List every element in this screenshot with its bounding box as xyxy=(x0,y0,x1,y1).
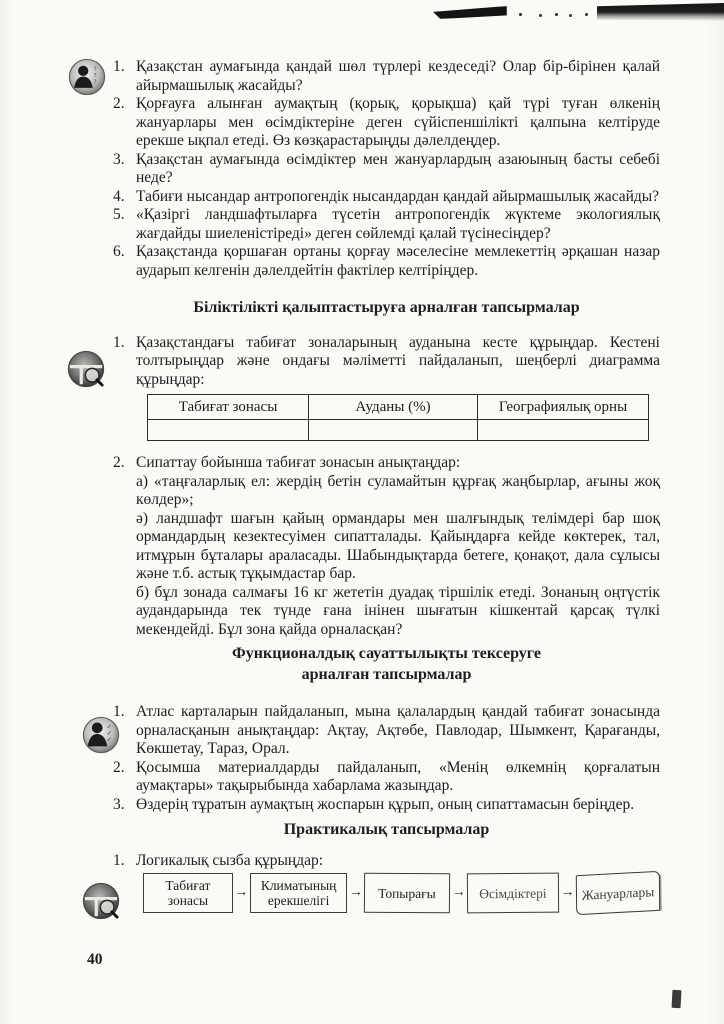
svg-text:✓: ✓ xyxy=(106,731,112,737)
item-number: 1. xyxy=(113,333,125,351)
flow-arrow-icon: → xyxy=(560,884,575,900)
flowchart xyxy=(143,873,660,913)
list-item xyxy=(113,188,660,207)
flow-box: Топырағы xyxy=(364,873,450,914)
svg-text:✓: ✓ xyxy=(106,724,112,731)
skill-section xyxy=(113,334,660,640)
item-text: Қазақстандағы табиғат зоналарының ауданына кесте құрыңдар. Кестені толтырыңдар және ондағы мәліметті пайдаланып, шеңберлі диаграмма құрыңдар: xyxy=(136,333,660,388)
flow-box: Өсімдіктері xyxy=(467,873,559,914)
section-heading xyxy=(113,644,660,685)
list-item xyxy=(113,759,660,796)
table-empty-cell xyxy=(148,420,309,441)
item-text: Табиғи нысандар антропогендік нысандардан қандай айырмашылық жасайды? xyxy=(136,187,660,205)
svg-text:✓: ✓ xyxy=(106,737,112,744)
list-item xyxy=(113,334,660,390)
table-header-cell: Географиялық орны xyxy=(478,395,649,420)
svg-text:?: ? xyxy=(93,78,97,86)
sub-item-a: а) «таңғаларлық ел: жердің бетін суламайтын құрғақ жаңбырлар, ағыны жоқ көлдер»; xyxy=(136,472,660,508)
list-item xyxy=(113,95,660,151)
item-number: 1. xyxy=(113,851,125,869)
page-number: 40 xyxy=(87,951,103,968)
svg-text:?: ? xyxy=(93,65,97,73)
item-text: Қосымша материалдарды пайдаланып, «Менің өлкемнің қорғалатын аумақтары» тақырыбында хабарлама жазыңдар. xyxy=(136,758,660,794)
flow-box: Жануарлары xyxy=(576,871,660,915)
item-number: 1. xyxy=(113,58,125,75)
list-item xyxy=(113,852,660,871)
item-number: 3. xyxy=(113,150,125,168)
item-text xyxy=(136,454,660,639)
item-number: 6. xyxy=(113,243,125,260)
list-item xyxy=(113,703,660,759)
scan-mark-bottom-right xyxy=(672,990,682,1008)
item-text: Логикалық сызба құрыңдар: xyxy=(136,851,324,869)
item-number: 4. xyxy=(113,187,125,205)
item-number: 1. xyxy=(113,703,125,720)
list-item xyxy=(113,151,660,188)
heading-line: арналған тапсырмалар xyxy=(301,665,472,683)
table-header-cell: Ауданы (%) xyxy=(309,395,478,420)
natural-zones-table xyxy=(147,394,660,441)
functional-section xyxy=(113,703,660,814)
item-number: 5. xyxy=(113,206,125,223)
table-header-cell: Табиғат зонасы xyxy=(148,395,309,420)
item-number: 2. xyxy=(113,95,125,112)
item-text: «Қазіргі ландшафтыларға түсетін антропогендік жүктеме экологиялық жағдайды шиеленістіреді» деген сөйлемді қалай түсінесіңдер? xyxy=(136,206,660,242)
sub-item-c: б) бұл зонада салмағы 16 кг жететін дуадақ тіршілік етеді. Зонаның оңтүстік аудандарында тек түнде ғана інінен шығатын кішкентай қарсақ түлкі мекендейді. Бұл зона қайда орналасқан? xyxy=(136,583,660,638)
list-item xyxy=(113,58,660,95)
review-questions-section xyxy=(113,58,660,280)
list-item xyxy=(113,206,660,243)
sub-item-b: ә) ландшафт шағын қайың ормандары мен шалғындық телімдері бар шоқ ормандардың кезектесуімен сипатталады. Қайыңдарға кейде көктерек, тал, итмұрын бұталары араласады. Шабындықтарда бетеге, қонақот, дала сұлысы және т.б. астық тұқымдастар бар. xyxy=(136,509,660,582)
flow-arrow-icon: → xyxy=(234,884,249,900)
svg-text:?: ? xyxy=(93,72,97,79)
flow-box: Климатының ерекшелігі xyxy=(250,873,348,913)
flow-arrow-icon: → xyxy=(451,884,466,900)
item-text: Қорғауға алынған аумақтың (қорық, қорықша) қай түрі туған өлкенің жануарлары мен өсімдіктеріне деген сүйіспеншілікті қалпына келтіруде ерекше ықпал етеді. Өз көзқарастарыңды дәлелдеңдер. xyxy=(136,95,660,149)
item-number: 2. xyxy=(113,758,125,776)
section-heading: Практикалық тапсырмалар xyxy=(283,821,490,838)
table-empty-cell xyxy=(309,420,478,441)
section-heading: Біліктілікті қалыптастыруға арналған тапсырмалар xyxy=(193,299,580,316)
list-item xyxy=(113,796,660,815)
heading-line: Функционалдық сауаттылықты тексеруге xyxy=(232,645,541,662)
item-number: 2. xyxy=(113,454,125,471)
practical-section xyxy=(113,852,660,914)
item-text: Қазақстан аумағында қандай шөл түрлері кездеседі? Олар бір-бірінен қалай айырмашылық жасайды? xyxy=(136,58,660,94)
flow-arrow-icon: → xyxy=(348,884,363,900)
item-number: 3. xyxy=(113,795,125,813)
list-item xyxy=(113,243,660,280)
item-text: Өздерің тұратын аумақтың жоспарын құрып, оның сипаттамасын беріңдер. xyxy=(136,795,635,813)
item-text: Қазақстанда қоршаған ортаны қорғау мәселесіне мемлекеттің әрқашан назар аударып келгенін дәлелдейтін фактілер келтіріңдер. xyxy=(136,243,660,279)
table-empty-cell xyxy=(478,420,649,441)
list-item xyxy=(113,454,660,639)
item-text: Атлас карталарын пайдаланып, мына қалалардың қандай табиғат зонасында орналасқанын анықтаңдар: Ақтау, Ақтөбе, Павлодар, Шымкент, Қарағанды, Көкшетау, Тараз, Орал. xyxy=(136,703,660,757)
item-text: Қазақстан аумағында өсімдіктер мен жануарлардың азаюының басты себебі неде? xyxy=(136,150,660,186)
flow-box: Табиғат зонасы xyxy=(143,873,233,913)
item-intro: Сипаттау бойынша табиғат зонасын анықтаңдар: xyxy=(136,454,461,471)
